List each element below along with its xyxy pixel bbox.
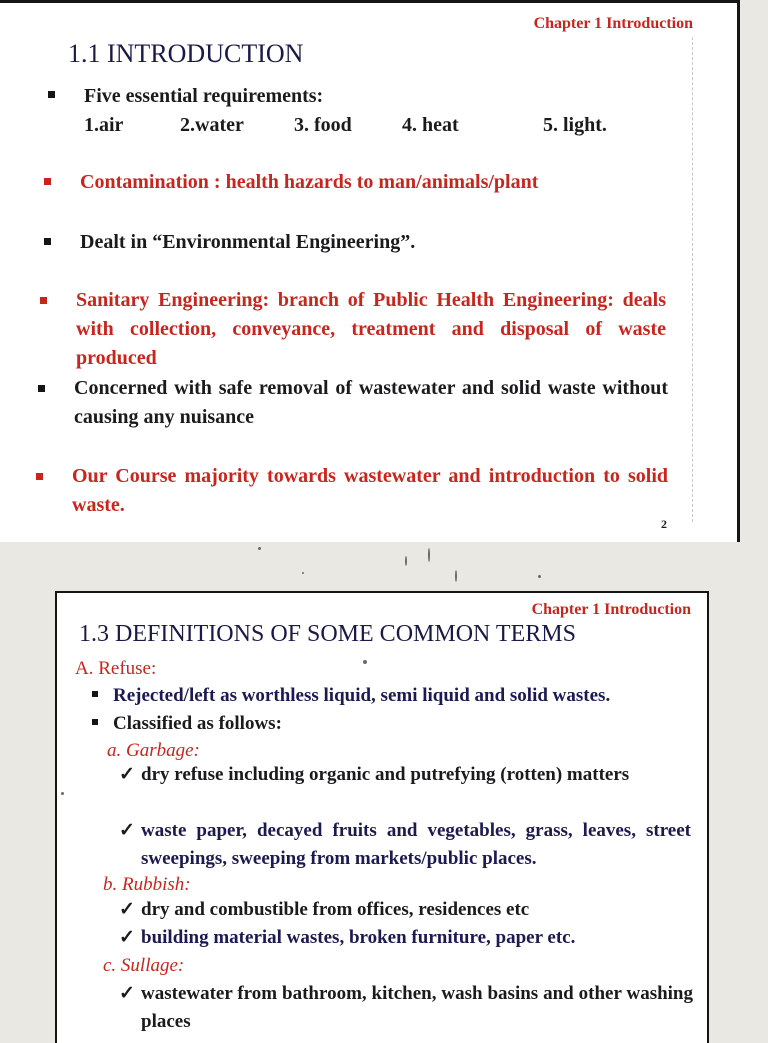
scan-speck bbox=[61, 792, 64, 795]
scan-speck bbox=[302, 572, 304, 574]
chapter-label: Chapter 1 Introduction bbox=[531, 601, 691, 618]
margin-divider bbox=[692, 37, 693, 522]
refuse-point: Rejected/left as worthless liquid, semi liquid and solid wastes. bbox=[113, 685, 611, 706]
requirement-item: 1.air bbox=[84, 114, 124, 136]
garbage-heading: a. Garbage: bbox=[107, 740, 200, 761]
bullet-icon bbox=[38, 385, 45, 392]
scan-speck bbox=[405, 556, 407, 566]
bullet-icon bbox=[40, 297, 47, 304]
checkmark-icon: ✓ bbox=[119, 983, 135, 1004]
slide-title: 1.1 INTRODUCTION bbox=[68, 39, 304, 68]
dealt-text: Dealt in “Environmental Engineering”. bbox=[80, 231, 416, 253]
scan-speck bbox=[428, 548, 430, 562]
rubbish-item: building material wastes, broken furniture, paper etc. bbox=[141, 927, 576, 948]
requirement-item: 3. food bbox=[294, 114, 352, 136]
garbage-item: waste paper, decayed fruits and vegetables, grass, leaves, street sweepings, sweeping from markets/public places. bbox=[141, 820, 691, 869]
refuse-point: Classified as follows: bbox=[113, 713, 282, 734]
requirements-heading: Five essential requirements: bbox=[84, 85, 324, 107]
chapter-label: Chapter 1 Introduction bbox=[533, 15, 693, 32]
sanitary-engineering-text: Sanitary Engineering: branch of Public Health Engineering: deals with collection, conveyance, treatment and disposal of waste produced bbox=[76, 289, 666, 369]
slide-definitions bbox=[55, 591, 709, 1043]
garbage-item: dry refuse including organic and putrefying (rotten) matters bbox=[141, 764, 630, 785]
rubbish-item: dry and combustible from offices, residences etc bbox=[141, 899, 530, 920]
bullet-icon bbox=[36, 473, 43, 480]
checkmark-icon: ✓ bbox=[119, 927, 135, 948]
requirement-item: 2.water bbox=[180, 114, 244, 136]
course-text: Our Course majority towards wastewater and introduction to solid waste. bbox=[72, 465, 668, 516]
page-number: 2 bbox=[661, 517, 667, 531]
requirement-item: 4. heat bbox=[402, 114, 459, 136]
bullet-icon bbox=[48, 91, 55, 98]
rubbish-heading: b. Rubbish: bbox=[103, 874, 191, 895]
bullet-icon bbox=[92, 691, 98, 697]
scan-speck bbox=[258, 547, 261, 550]
slide-title: 1.3 DEFINITIONS OF SOME COMMON TERMS bbox=[79, 621, 576, 647]
bullet-icon bbox=[44, 238, 51, 245]
requirement-item: 5. light. bbox=[543, 114, 607, 136]
scan-speck bbox=[538, 575, 541, 578]
checkmark-icon: ✓ bbox=[119, 764, 135, 785]
sullage-item: wastewater from bathroom, kitchen, wash basins and other washing places bbox=[141, 983, 693, 1032]
refuse-heading: A. Refuse: bbox=[75, 658, 157, 679]
scan-speck bbox=[363, 660, 367, 664]
checkmark-icon: ✓ bbox=[119, 820, 135, 841]
contamination-text: Contamination : health hazards to man/animals/plant bbox=[80, 171, 539, 193]
concerned-text: Concerned with safe removal of wastewater and solid waste without causing any nuisance bbox=[74, 377, 668, 428]
checkmark-icon: ✓ bbox=[119, 899, 135, 920]
sullage-heading: c. Sullage: bbox=[103, 955, 185, 976]
scan-speck bbox=[455, 570, 457, 582]
bullet-icon bbox=[92, 719, 98, 725]
bullet-icon bbox=[44, 178, 51, 185]
